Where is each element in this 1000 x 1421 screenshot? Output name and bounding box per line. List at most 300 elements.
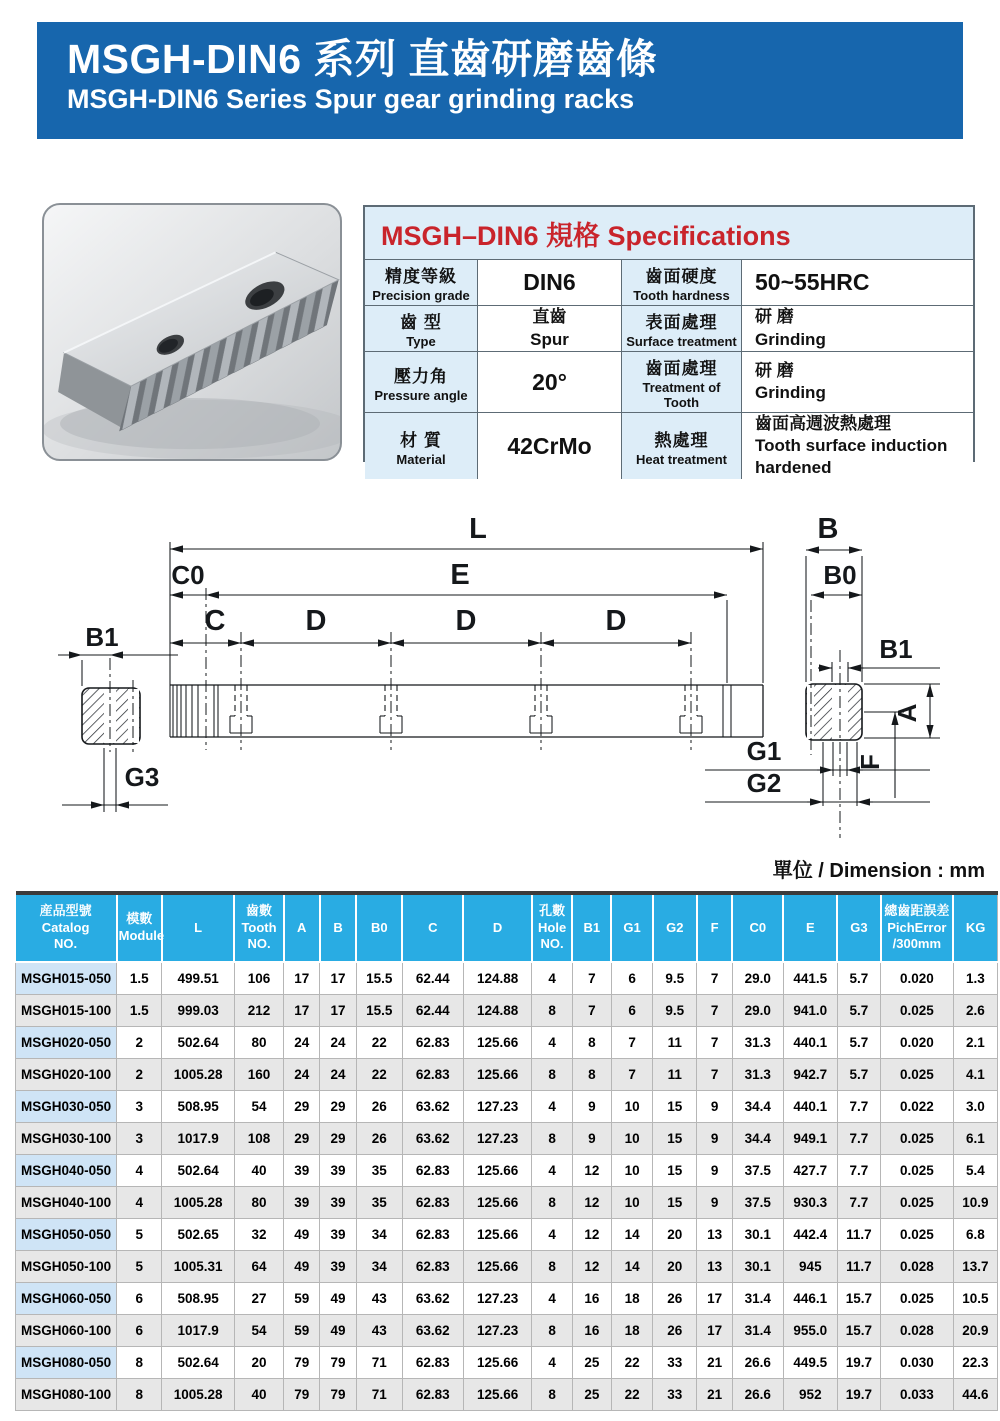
value-cell: 62.83	[402, 1251, 463, 1283]
spec-title: MSGH–DIN6 規格 Specifications	[365, 207, 973, 259]
catalog-cell: MSGH015-050	[16, 962, 117, 995]
value-cell: 11	[653, 1059, 697, 1091]
value-cell: 10.5	[953, 1283, 997, 1315]
table-row	[16, 1315, 998, 1347]
value-cell: 0.025	[881, 1283, 954, 1315]
value-cell: 0.025	[881, 1059, 954, 1091]
value-cell: 31.3	[732, 1059, 783, 1091]
value-cell: 16	[572, 1315, 611, 1347]
spec-value: 20°	[477, 351, 621, 412]
value-cell: 0.025	[881, 1155, 954, 1187]
value-cell: 4	[532, 1091, 572, 1123]
value-cell: 13	[697, 1251, 732, 1283]
value-cell: 34	[356, 1251, 402, 1283]
value-cell: 7.7	[837, 1187, 880, 1219]
spec-label: 齒 型 Type	[365, 305, 477, 351]
value-cell: 5.7	[837, 1059, 880, 1091]
value-cell: 17	[284, 995, 320, 1027]
value-cell: 24	[284, 1027, 320, 1059]
dim-label-L: L	[469, 513, 487, 545]
value-cell: 0.033	[881, 1379, 954, 1411]
value-cell: 502.65	[162, 1219, 235, 1251]
value-cell: 4	[117, 1155, 162, 1187]
value-cell: 945	[783, 1251, 837, 1283]
catalog-cell: MSGH015-100	[16, 995, 117, 1027]
value-cell: 125.66	[463, 1379, 532, 1411]
table-row	[16, 1027, 998, 1059]
value-cell: 22	[356, 1027, 402, 1059]
value-cell: 7	[611, 1027, 652, 1059]
table-row	[16, 962, 998, 995]
value-cell: 24	[320, 1027, 356, 1059]
catalog-cell: MSGH030-100	[16, 1123, 117, 1155]
value-cell: 31.4	[732, 1283, 783, 1315]
value-cell: 26.6	[732, 1379, 783, 1411]
table-body	[16, 962, 998, 1411]
value-cell: 15	[653, 1187, 697, 1219]
catalog-cell: MSGH030-050	[16, 1091, 117, 1123]
value-cell: 29	[320, 1123, 356, 1155]
value-cell: 31.3	[732, 1027, 783, 1059]
value-cell: 25	[572, 1347, 611, 1379]
value-cell: 125.66	[463, 1187, 532, 1219]
value-cell: 5	[117, 1219, 162, 1251]
value-cell: 0.020	[881, 1027, 954, 1059]
value-cell: 124.88	[463, 995, 532, 1027]
header-cell: 産品型號 Catalog NO.	[16, 893, 117, 962]
value-cell: 10	[611, 1123, 652, 1155]
catalog-cell: MSGH060-050	[16, 1283, 117, 1315]
value-cell: 125.66	[463, 1251, 532, 1283]
value-cell: 29	[284, 1091, 320, 1123]
catalog-cell: MSGH080-100	[16, 1379, 117, 1411]
header-cell: A	[284, 893, 320, 962]
value-cell: 2.1	[953, 1027, 997, 1059]
value-cell: 26	[653, 1315, 697, 1347]
value-cell: 12	[572, 1155, 611, 1187]
catalog-cell: MSGH040-050	[16, 1155, 117, 1187]
catalog-cell: MSGH020-050	[16, 1027, 117, 1059]
value-cell: 34	[356, 1219, 402, 1251]
table-row	[16, 995, 998, 1027]
specifications-table	[363, 205, 975, 478]
value-cell: 16	[572, 1283, 611, 1315]
header-cell: E	[783, 893, 837, 962]
counterbored-holes	[230, 632, 702, 750]
value-cell: 44.6	[953, 1379, 997, 1411]
catalog-cell: MSGH060-100	[16, 1315, 117, 1347]
header-cell: F	[697, 893, 732, 962]
value-cell: 0.025	[881, 1123, 954, 1155]
value-cell: 124.88	[463, 962, 532, 995]
value-cell: 127.23	[463, 1091, 532, 1123]
value-cell: 1005.28	[162, 1379, 235, 1411]
spec-label: 齒面硬度 Tooth hardness	[621, 259, 741, 305]
value-cell: 499.51	[162, 962, 235, 995]
spec-label: 熱處理 Heat treatment	[621, 412, 741, 479]
dim-label-E: E	[450, 559, 470, 591]
value-cell: 502.64	[162, 1155, 235, 1187]
gear-rack-photo-illustration	[44, 205, 340, 459]
spec-value: 齒面高週波熱處理 Tooth surface induction hardened	[741, 412, 973, 479]
value-cell: 7.7	[837, 1155, 880, 1187]
value-cell: 17	[320, 995, 356, 1027]
value-cell: 0.025	[881, 1219, 954, 1251]
value-cell: 9	[572, 1123, 611, 1155]
value-cell: 7	[697, 1027, 732, 1059]
value-cell: 9	[697, 1187, 732, 1219]
value-cell: 1017.9	[162, 1123, 235, 1155]
value-cell: 1005.31	[162, 1251, 235, 1283]
value-cell: 14	[611, 1251, 652, 1283]
value-cell: 63.62	[402, 1091, 463, 1123]
value-cell: 24	[320, 1059, 356, 1091]
value-cell: 62.83	[402, 1027, 463, 1059]
value-cell: 34.4	[732, 1123, 783, 1155]
value-cell: 22	[611, 1347, 652, 1379]
value-cell: 8	[532, 1379, 572, 1411]
value-cell: 9.5	[653, 995, 697, 1027]
value-cell: 7.7	[837, 1123, 880, 1155]
value-cell: 39	[320, 1251, 356, 1283]
value-cell: 26	[356, 1123, 402, 1155]
value-cell: 999.03	[162, 995, 235, 1027]
dim-label-G3: G3	[124, 762, 160, 792]
value-cell: 63.62	[402, 1123, 463, 1155]
value-cell: 39	[284, 1187, 320, 1219]
value-cell: 25	[572, 1379, 611, 1411]
value-cell: 6	[611, 962, 652, 995]
value-cell: 952	[783, 1379, 837, 1411]
value-cell: 22	[611, 1379, 652, 1411]
value-cell: 942.7	[783, 1059, 837, 1091]
value-cell: 127.23	[463, 1123, 532, 1155]
value-cell: 0.030	[881, 1347, 954, 1379]
dim-label-C0: C0	[171, 560, 205, 590]
value-cell: 9	[572, 1091, 611, 1123]
value-cell: 62.83	[402, 1059, 463, 1091]
value-cell: 33	[653, 1347, 697, 1379]
value-cell: 17	[697, 1283, 732, 1315]
value-cell: 127.23	[463, 1283, 532, 1315]
value-cell: 6	[117, 1315, 162, 1347]
value-cell: 19.7	[837, 1379, 880, 1411]
value-cell: 1005.28	[162, 1059, 235, 1091]
value-cell: 9	[697, 1091, 732, 1123]
value-cell: 125.66	[463, 1219, 532, 1251]
table-row	[16, 1091, 998, 1123]
header-cell: L	[162, 893, 235, 962]
dim-label-G1: G1	[746, 736, 782, 766]
value-cell: 26	[653, 1283, 697, 1315]
value-cell: 8	[532, 995, 572, 1027]
value-cell: 427.7	[783, 1155, 837, 1187]
value-cell: 20	[653, 1219, 697, 1251]
header-cell: C	[402, 893, 463, 962]
dim-label-B: B	[817, 513, 839, 545]
value-cell: 1.5	[117, 962, 162, 995]
value-cell: 24	[284, 1059, 320, 1091]
table-row	[16, 1347, 998, 1379]
value-cell: 2.6	[953, 995, 997, 1027]
value-cell: 0.028	[881, 1251, 954, 1283]
value-cell: 4	[532, 1283, 572, 1315]
value-cell: 10	[611, 1155, 652, 1187]
value-cell: 62.83	[402, 1379, 463, 1411]
spec-label: 材 質 Material	[365, 412, 477, 479]
table-row	[16, 1219, 998, 1251]
header-cell: KG	[953, 893, 997, 962]
value-cell: 10	[611, 1091, 652, 1123]
value-cell: 441.5	[783, 962, 837, 995]
value-cell: 508.95	[162, 1283, 235, 1315]
table-row	[16, 1379, 998, 1411]
spec-value: 研 磨 Grinding	[741, 305, 973, 351]
header-cell: B	[320, 893, 356, 962]
value-cell: 8	[532, 1059, 572, 1091]
value-cell: 4.1	[953, 1059, 997, 1091]
table-row	[16, 1251, 998, 1283]
value-cell: 79	[284, 1347, 320, 1379]
value-cell: 502.64	[162, 1027, 235, 1059]
value-cell: 32	[234, 1219, 283, 1251]
value-cell: 446.1	[783, 1283, 837, 1315]
value-cell: 6	[611, 995, 652, 1027]
value-cell: 80	[234, 1027, 283, 1059]
dim-label-B0: B0	[823, 560, 857, 590]
value-cell: 1005.28	[162, 1187, 235, 1219]
header-cell: G3	[837, 893, 880, 962]
value-cell: 4	[117, 1187, 162, 1219]
spec-value: 研 磨 Grinding	[741, 351, 973, 412]
header-cell: G2	[653, 893, 697, 962]
value-cell: 35	[356, 1155, 402, 1187]
spec-label: 精度等級 Precision grade	[365, 259, 477, 305]
value-cell: 1.3	[953, 962, 997, 995]
value-cell: 39	[320, 1219, 356, 1251]
value-cell: 62.44	[402, 962, 463, 995]
spec-label: 壓力角 Pressure angle	[365, 351, 477, 412]
catalog-cell: MSGH080-050	[16, 1347, 117, 1379]
dim-label-C: C	[204, 605, 226, 637]
value-cell: 11	[653, 1027, 697, 1059]
value-cell: 7.7	[837, 1091, 880, 1123]
value-cell: 22.3	[953, 1347, 997, 1379]
value-cell: 18	[611, 1315, 652, 1347]
value-cell: 6.1	[953, 1123, 997, 1155]
header-cell: C0	[732, 893, 783, 962]
value-cell: 125.66	[463, 1347, 532, 1379]
table-header-row	[16, 893, 998, 962]
page-title-en: MSGH-DIN6 Series Spur gear grinding racks	[67, 84, 635, 115]
value-cell: 62.83	[402, 1155, 463, 1187]
table-row	[16, 1059, 998, 1091]
value-cell: 7	[572, 995, 611, 1027]
value-cell: 12	[572, 1251, 611, 1283]
value-cell: 125.66	[463, 1027, 532, 1059]
value-cell: 106	[234, 962, 283, 995]
value-cell: 27	[234, 1283, 283, 1315]
value-cell: 930.3	[783, 1187, 837, 1219]
value-cell: 5.7	[837, 995, 880, 1027]
dim-label-A: A	[892, 703, 922, 723]
value-cell: 449.5	[783, 1347, 837, 1379]
spec-label: 表面處理 Surface treatment	[621, 305, 741, 351]
value-cell: 19.7	[837, 1347, 880, 1379]
value-cell: 15	[653, 1123, 697, 1155]
value-cell: 15.7	[837, 1283, 880, 1315]
value-cell: 40	[234, 1379, 283, 1411]
dim-label-B1: B1	[85, 622, 119, 652]
value-cell: 12	[572, 1219, 611, 1251]
spec-value: DIN6	[477, 259, 621, 305]
value-cell: 20	[653, 1251, 697, 1283]
table-row	[16, 1155, 998, 1187]
unit-note: 單位 / Dimension : mm	[772, 860, 985, 882]
value-cell: 5.7	[837, 962, 880, 995]
value-cell: 63.62	[402, 1283, 463, 1315]
value-cell: 59	[284, 1283, 320, 1315]
catalog-cell: MSGH040-100	[16, 1187, 117, 1219]
value-cell: 4	[532, 962, 572, 995]
value-cell: 9.5	[653, 962, 697, 995]
dim-label-D: D	[605, 605, 627, 637]
value-cell: 13.7	[953, 1251, 997, 1283]
value-cell: 26.6	[732, 1347, 783, 1379]
catalog-cell: MSGH050-100	[16, 1251, 117, 1283]
value-cell: 37.5	[732, 1187, 783, 1219]
value-cell: 34.4	[732, 1091, 783, 1123]
value-cell: 941.0	[783, 995, 837, 1027]
value-cell: 212	[234, 995, 283, 1027]
value-cell: 39	[320, 1155, 356, 1187]
value-cell: 7	[697, 1059, 732, 1091]
value-cell: 4	[532, 1027, 572, 1059]
spec-value: 50~55HRC	[741, 259, 973, 305]
value-cell: 15	[653, 1091, 697, 1123]
value-cell: 0.025	[881, 995, 954, 1027]
value-cell: 17	[320, 962, 356, 995]
dimension-diagram	[0, 500, 1000, 845]
value-cell: 15.5	[356, 962, 402, 995]
value-cell: 20	[234, 1347, 283, 1379]
value-cell: 125.66	[463, 1059, 532, 1091]
product-photo	[42, 203, 342, 461]
value-cell: 49	[320, 1283, 356, 1315]
value-cell: 35	[356, 1187, 402, 1219]
value-cell: 15	[653, 1155, 697, 1187]
value-cell: 49	[284, 1251, 320, 1283]
dim-label-D: D	[305, 605, 327, 637]
value-cell: 30.1	[732, 1219, 783, 1251]
value-cell: 18	[611, 1283, 652, 1315]
value-cell: 37.5	[732, 1155, 783, 1187]
value-cell: 80	[234, 1187, 283, 1219]
value-cell: 49	[320, 1315, 356, 1347]
value-cell: 0.020	[881, 962, 954, 995]
value-cell: 0.025	[881, 1187, 954, 1219]
header-banner	[37, 22, 963, 139]
value-cell: 5.7	[837, 1027, 880, 1059]
value-cell: 15.7	[837, 1315, 880, 1347]
value-cell: 125.66	[463, 1155, 532, 1187]
page-title-zh: MSGH-DIN6 系列 直齒研磨齒條	[67, 36, 658, 82]
value-cell: 1017.9	[162, 1315, 235, 1347]
value-cell: 15.5	[356, 995, 402, 1027]
value-cell: 8	[572, 1059, 611, 1091]
value-cell: 43	[356, 1283, 402, 1315]
value-cell: 79	[284, 1379, 320, 1411]
value-cell: 502.64	[162, 1347, 235, 1379]
value-cell: 11.7	[837, 1219, 880, 1251]
value-cell: 7	[572, 962, 611, 995]
value-cell: 12	[572, 1187, 611, 1219]
value-cell: 54	[234, 1091, 283, 1123]
header-cell: G1	[611, 893, 652, 962]
dim-label-B1: B1	[879, 634, 913, 664]
value-cell: 9	[697, 1155, 732, 1187]
value-cell: 14	[611, 1219, 652, 1251]
value-cell: 10.9	[953, 1187, 997, 1219]
value-cell: 10	[611, 1187, 652, 1219]
value-cell: 9	[697, 1123, 732, 1155]
value-cell: 6.8	[953, 1219, 997, 1251]
spec-label: 齒面處理 Treatment of Tooth	[621, 351, 741, 412]
value-cell: 62.83	[402, 1187, 463, 1219]
value-cell: 8	[532, 1123, 572, 1155]
diagram-labels	[85, 513, 922, 798]
value-cell: 4	[532, 1155, 572, 1187]
value-cell: 62.83	[402, 1347, 463, 1379]
value-cell: 40	[234, 1155, 283, 1187]
value-cell: 508.95	[162, 1091, 235, 1123]
value-cell: 108	[234, 1123, 283, 1155]
value-cell: 59	[284, 1315, 320, 1347]
value-cell: 21	[697, 1347, 732, 1379]
dim-label-G2: G2	[746, 768, 782, 798]
value-cell: 8	[532, 1251, 572, 1283]
value-cell: 43	[356, 1315, 402, 1347]
table-row	[16, 1187, 998, 1219]
value-cell: 30.1	[732, 1251, 783, 1283]
value-cell: 8	[117, 1379, 162, 1411]
value-cell: 2	[117, 1027, 162, 1059]
value-cell: 949.1	[783, 1123, 837, 1155]
spec-value: 42CrMo	[477, 412, 621, 479]
header-cell: B0	[356, 893, 402, 962]
value-cell: 29	[284, 1123, 320, 1155]
value-cell: 5.4	[953, 1155, 997, 1187]
value-cell: 13	[697, 1219, 732, 1251]
value-cell: 4	[532, 1347, 572, 1379]
value-cell: 7	[697, 962, 732, 995]
value-cell: 6	[117, 1283, 162, 1315]
value-cell: 955.0	[783, 1315, 837, 1347]
value-cell: 160	[234, 1059, 283, 1091]
catalog-cell: MSGH050-050	[16, 1219, 117, 1251]
value-cell: 26	[356, 1091, 402, 1123]
dim-label-D: D	[455, 605, 477, 637]
value-cell: 8	[117, 1347, 162, 1379]
value-cell: 71	[356, 1379, 402, 1411]
value-cell: 127.23	[463, 1315, 532, 1347]
header-cell: 孔數 Hole NO.	[532, 893, 572, 962]
value-cell: 440.1	[783, 1091, 837, 1123]
value-cell: 11.7	[837, 1251, 880, 1283]
value-cell: 79	[320, 1379, 356, 1411]
value-cell: 8	[532, 1315, 572, 1347]
value-cell: 4	[532, 1219, 572, 1251]
